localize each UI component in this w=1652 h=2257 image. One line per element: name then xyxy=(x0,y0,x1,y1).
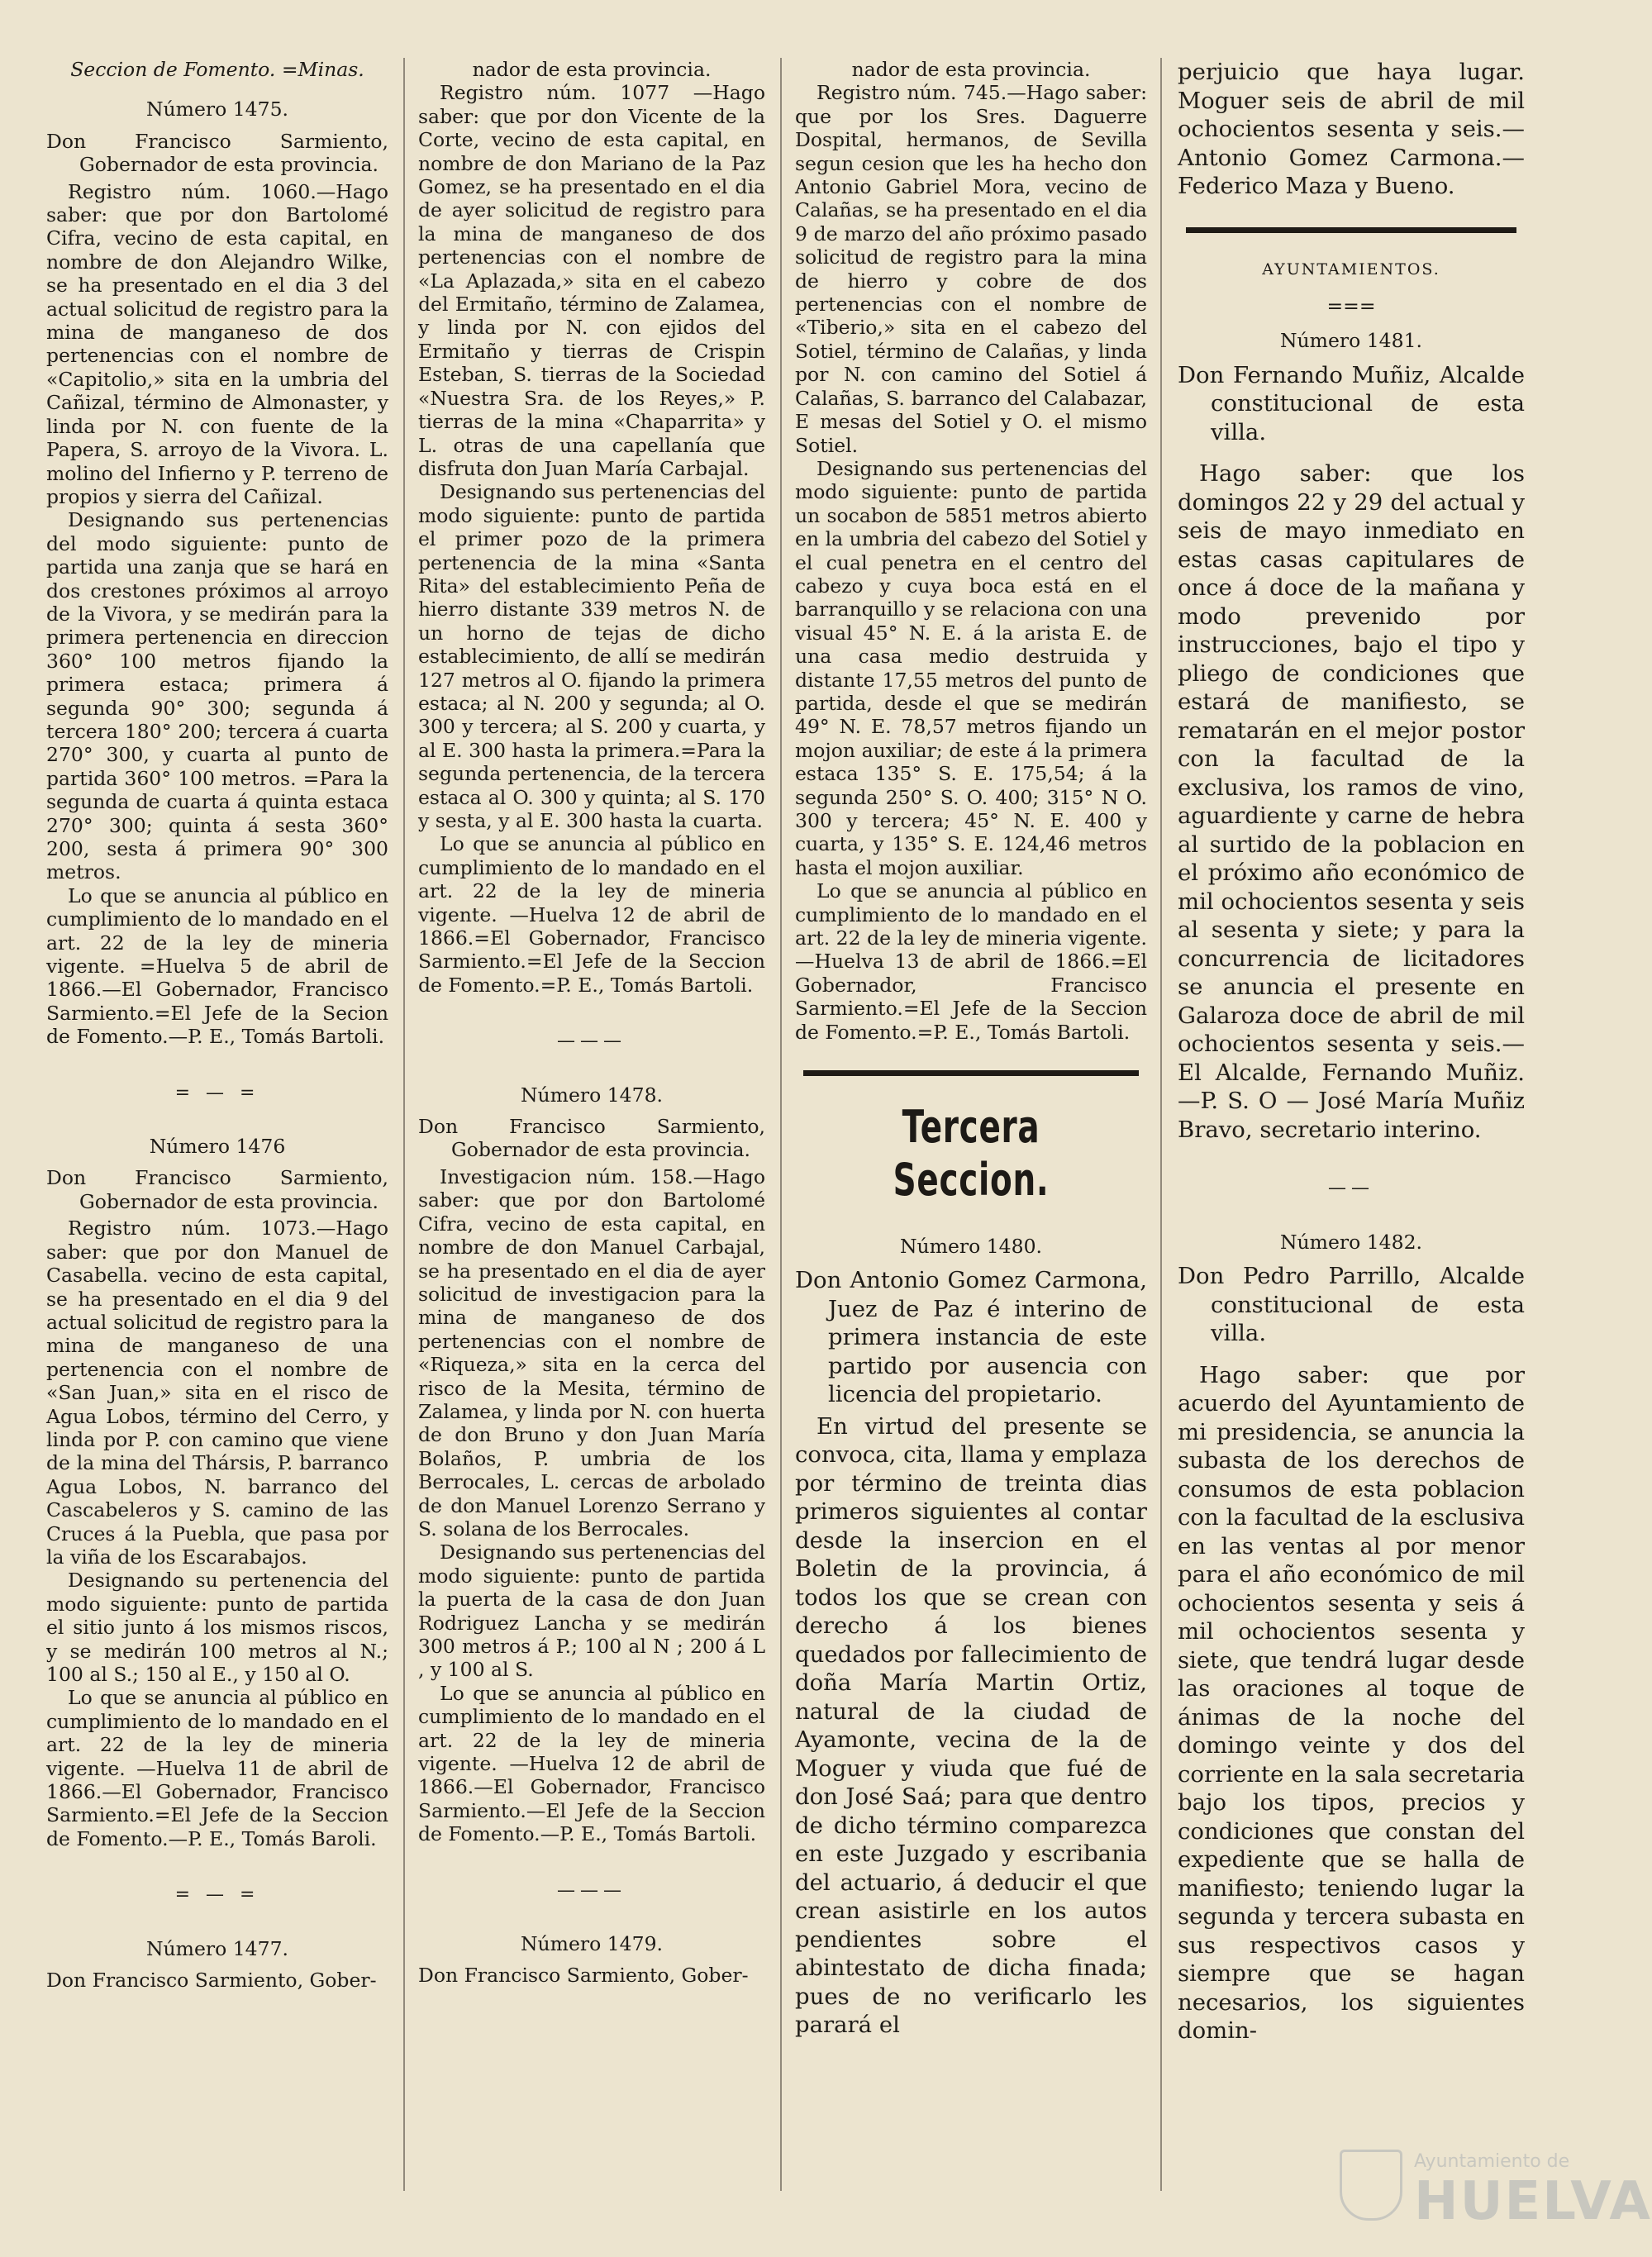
watermark-line2: HUELVA xyxy=(1414,2171,1652,2232)
column-1 xyxy=(46,58,388,2224)
notice-body: Designando sus pertenencias del modo siguiente: punto de partida el primer pozo de la primera pertenencia de la mina «Santa Rita» del establecimiento Peña de hierro distante 339 metros N. de un horno de tejas de dicho establecimiento, de allí se medirán 127 metros al O. fijando la primera estaca; al N. 200 y segunda; al O. 300 y tercera; al S. 200 y cuarta, y al E. 300 hasta la primera.=Para la segunda pertenencia, de la tercera estaca al O. 300 y quinta; al S. 170 y sesta, y al E. 300 hasta la cuarta. xyxy=(418,480,765,832)
column-divider xyxy=(780,58,782,2191)
section-rule xyxy=(803,1070,1139,1076)
notice-body: Designando sus pertenencias del modo siguiente: punto de partida la puerta de la casa de don Juan Rodriguez Lancha y se medirán 300 metros á P.; 100 al N ; 200 á L , y 100 al S. xyxy=(418,1540,765,1682)
separator: ——— xyxy=(557,1031,626,1052)
notice-number: Número 1476 xyxy=(149,1135,286,1159)
notice-body: Registro núm. 1077 —Hago saber: que por don Vicente de la Corte, vecino de esta capital, en nombre de don Mariano de la Paz Gomez, se ha presentado en el dia de ayer solicitud de registro para la mina de manganeso de dos pertenencias con el nombre de «La Aplazada,» sita en el cabezo del Ermitaño, término de Zalamea, y linda por N. con ejidos del Ermitaño y tierras de Crispin Esteban, S. tierras de la Sociedad «Nuestra Sra. de los Reyes,» P. tierras de la mina «Chaparrita» y L. otras de una capellanía que disfruta don Juan María Carbajal. xyxy=(418,81,765,480)
section-title: Tercera Seccion. xyxy=(893,1101,1050,1207)
notice-body: Lo que se anuncia al público en cumplimiento de lo mandado en el art. 22 de la ley de mineria vigente. —Huelva 12 de abril de 1866.—El Gobernador, Francisco Sarmiento.—El Jefe de la Seccion de Fomento.—P. E., Tomás Bartoli. xyxy=(418,1681,765,1846)
column-3 xyxy=(795,58,1147,2224)
notice-body: Designando sus pertenencias del modo siguiente: punto de partida un socabon de 5851 metros abierto en la umbria del cabezo del Sotiel y el cual penetra en el centro del cabezo y cuya boca está en el barranquillo y se relaciona con una visual 45° N. E. á la arista E. de una casa medio destruida y distante 17,55 metros del punto de partida, desde el que se medirán 49° N. E. 78,57 metros fijando un mojon auxiliar; de este á la primera estaca 135° S. E. 175,54; á la segunda 250° S. O. 400; 315° N O. 300 y tercera; 45° N. E. 400 y cuarta, y 135° S. E. 124,46 metros hasta el mojon auxiliar. xyxy=(795,456,1147,879)
notice-number: Número 1482. xyxy=(1279,1230,1423,1254)
notice-body: Hago saber: que los domingos 22 y 29 del actual y seis de mayo inmediato en estas casas capitulares de once á doce de la mañana y modo prevenido por instrucciones, bajo el tipo y pliego de condiciones que estará de manifiesto, se rematarán en el mejor postor con la facultad de la exclusiva, los ramos de vino, aguardiente y carne de hebra al surtido de la poblacion en el próximo año económico de mil ochocientos sesenta y seis al sesenta y siete; y para la concurrencia de licitadores se anuncia el presente en Galaroza doce de abril de mil ochocientos sesenta y seis.—El Alcalde, Fernando Muñiz.—P. S. O — José María Muñiz Bravo, secretario interino. xyxy=(1178,460,1525,1143)
watermark-logo xyxy=(1340,2141,1652,2232)
notice-body: Lo que se anuncia al público en cumplimiento de lo mandado en el art. 22 de la ley de mineria vigente. —Huelva 13 de abril de 1866.=El Gobernador, Francisco Sarmiento.=El Jefe de la Seccion de Fomento.=P. E., Tomás Bartoli. xyxy=(795,879,1147,1044)
notice-issuer: Don Fernando Muñiz, Alcalde constitucional de esta villa. xyxy=(1178,361,1525,445)
notice-number: Número 1481. xyxy=(1279,329,1423,353)
notice-body: Registro núm. 745.—Hago saber: que por los Sres. Daguerre Dospital, hermanos, de Sevilla segun cesion que les ha hecho don Antonio Gabriel Mora, vecino de Calañas, se ha presentado en el dia 9 de marzo del año próximo pasado solicitud de registro para la mina de hierro y cobre de dos pertenencias con el nombre de «Tiberio,» sita en el cabezo del Sotiel, término de Calañas, y linda por N. con camino del Sotiel á Calañas, S. barranco del Calabazar, E mesas del Sotiel y O. el mismo Sotiel. xyxy=(795,81,1147,457)
notice-body: Lo que se anuncia al público en cumplimiento de lo mandado en el art. 22 de la ley de mineria vigente. =Huelva 5 de abril de 1866.—El Gobernador, Francisco Sarmiento.=El Jefe de la Secion de Fomento.—P. E., Tomás Bartoli. xyxy=(46,883,388,1049)
section-heading: Seccion de Fomento. =Minas. xyxy=(70,58,364,81)
column-divider xyxy=(403,58,405,2191)
notice-issuer: Don Francisco Sarmiento, Gobernador de esta provincia. xyxy=(418,1115,765,1162)
separator: === xyxy=(1326,293,1376,317)
notice-issuer: Don Pedro Parrillo, Alcalde constitucional de esta villa. xyxy=(1178,1263,1525,1347)
notice-body: Designando sus pertenencias del modo siguiente: punto de partida una zanja que se hará en dos crestones próximos al arroyo de la Vivora, y se medirán para la primera pertenencia en direccion 360° 100 metros fijando la primera estaca; primera á segunda 90° 300; segunda á tercera 180° 200; tercera á cuarta 270° 300, y cuarta al punto de partida 360° 100 metros. =Para la segunda de cuarta á quinta estaca 270° 300; quinta á sesta 360° 200, sesta á primera 90° 300 metros. xyxy=(46,508,388,884)
notice-number: Número 1480. xyxy=(899,1235,1043,1259)
section-rule xyxy=(1186,227,1516,233)
notice-body: Lo que se anuncia al público en cumplimiento de lo mandado en el art. 22 de la ley de mineria vigente. —Huelva 12 de abril de 1866.=El Gobernador, Francisco Sarmiento.=El Jefe de la Seccion de Fomento.=P. E., Tomás Bartoli. xyxy=(418,832,765,997)
notice-issuer: Don Antonio Gomez Carmona, Juez de Paz é interino de primera instancia de este partido por ausencia con licencia del propietario. xyxy=(795,1267,1147,1408)
column-divider xyxy=(1160,58,1162,2191)
notice-body: Lo que se anuncia al público en cumplimiento de lo mandado en el art. 22 de la ley de mineria vigente. —Huelva 11 de abril de 1866.—El Gobernador, Francisco Sarmiento.=El Jefe de la Seccion de Fomento.—P. E., Tomás Baroli. xyxy=(46,1686,388,1850)
notice-body: Hago saber: que por acuerdo del Ayuntamiento de mi presidencia, se anuncia la subasta de los derechos de consumos de esta poblacion con la facultad de la esclusiva en las ventas al por menor para el año económico de mil ochocientos sesenta y seis á mil ochocientos sesenta y siete, que tendrá lugar desde las oraciones al toque de ánimas de la noche del domingo veinte y dos del corriente en la sala secretaria bajo los tipos, precios y condiciones que constan del expediente que se halla de manifiesto; teniendo lugar la segunda y tercera subasta en sus respectivos casos y siempre que se hagan necesarios, los siguientes domin- xyxy=(1178,1361,1525,2045)
notice-continuation: nador de esta provincia. xyxy=(472,58,712,81)
notice-continuation: perjuicio que haya lugar. Moguer seis de abril de mil ochocientos sesenta y seis.—Antonio Gomez Carmona.—Federico Maza y Bueno. xyxy=(1178,59,1525,199)
notice-issuer: Don Francisco Sarmiento, Gober- xyxy=(46,1969,377,1993)
section-title: AYUNTAMIENTOS. xyxy=(1262,260,1440,279)
notice-issuer: Don Francisco Sarmiento, Gobernador de esta provincia. xyxy=(46,1166,388,1213)
notice-body: En virtud del presente se convoca, cita, llama y emplaza por término de treinta dias primeros siguientes al contar desde la insercion en el Boletin de la provincia, á todos los que se crean con derecho á los bienes quedados por fallecimiento de doña María Martin Ortiz, natural de la ciudad de Ayamonte, vecina de la de Moguer y viuda que fué de don José Saá; para que dentro de dicho término comparezca en este Juzgado y escribania del actuario, á deducir el que crean asistirle en los autos pendientes sobre el abintestato de dicha finada; pues de no verificarlo les parará el xyxy=(795,1412,1147,2039)
notice-body: Registro núm. 1073.—Hago saber: que por don Manuel de Casabella. vecino de esta capital, se ha presentado en el dia 9 del actual solicitud de registro para la mina de manganeso de una pertenencia con el nombre de «San Juan,» sita en el risco de Agua Lobos, término del Cerro, y linda por P. con camino que viene de la mina del Thársis, P. barranco Agua Lobos, N. barranco del Cascabeleros y S. camino de las Cruces á la Puebla, que pasa por la viña de los Escarabajos. xyxy=(46,1217,388,1569)
separator: = — = xyxy=(174,1884,260,1906)
notice-number: Número 1475. xyxy=(145,98,289,121)
column-2 xyxy=(418,58,765,2224)
separator: ——— xyxy=(557,1879,626,1901)
notice-number: Número 1479. xyxy=(520,1932,664,1956)
notice-number: Número 1477. xyxy=(145,1936,289,1960)
separator: = — = xyxy=(174,1082,260,1103)
separator: —— xyxy=(1328,1178,1374,1199)
coat-of-arms-icon xyxy=(1340,2150,1402,2221)
notice-number: Número 1478. xyxy=(520,1083,664,1107)
column-4 xyxy=(1178,58,1525,2224)
notice-issuer: Don Francisco Sarmiento, Gober- xyxy=(418,1964,749,1988)
watermark-line1: Ayuntamiento de xyxy=(1414,2151,1570,2172)
notice-issuer: Don Francisco Sarmiento, Gobernador de esta provincia. xyxy=(46,129,388,177)
notice-body: Registro núm. 1060.—Hago saber: que por don Bartolomé Cifra, vecino de esta capital, en nombre de don Alejandro Wilke, se ha presentado en el dia 3 del actual solicitud de registro para la mina de manganeso de dos pertenencias con el nombre de «Capitolio,» sita en la umbria del Cañizal, término de Almonaster, y linda por N. con fuente de la Papera, S. arroyo de la Vivora. L. molino del Infierno y P. terreno de propios y sierra del Cañizal. xyxy=(46,179,388,508)
notice-body: Designando su pertenencia del modo siguiente: punto de partida el sitio junto á los mismos riscos, y se medirán 100 metros al N.; 100 al S.; 150 al E., y 150 al O. xyxy=(46,1569,388,1686)
notice-continuation: nador de esta provincia. xyxy=(851,58,1091,81)
notice-body: Investigacion núm. 158.—Hago saber: que por don Bartolomé Cifra, vecino de esta capital, en nombre de don Manuel Carbajal, se ha presentado en el dia de ayer solicitud de investigacion para la mina de manganeso de dos pertenencias con el nombre de «Riqueza,» sita en la cerca del risco de la Mesita, término de Zalamea, y linda por N. con huerta de don Bruno y don Juan María Bolaños, P. umbria de los Berrocales, L. cercas de arbolado de don Manuel Lorenzo Serrano y S. solana de los Berrocales. xyxy=(418,1164,765,1540)
